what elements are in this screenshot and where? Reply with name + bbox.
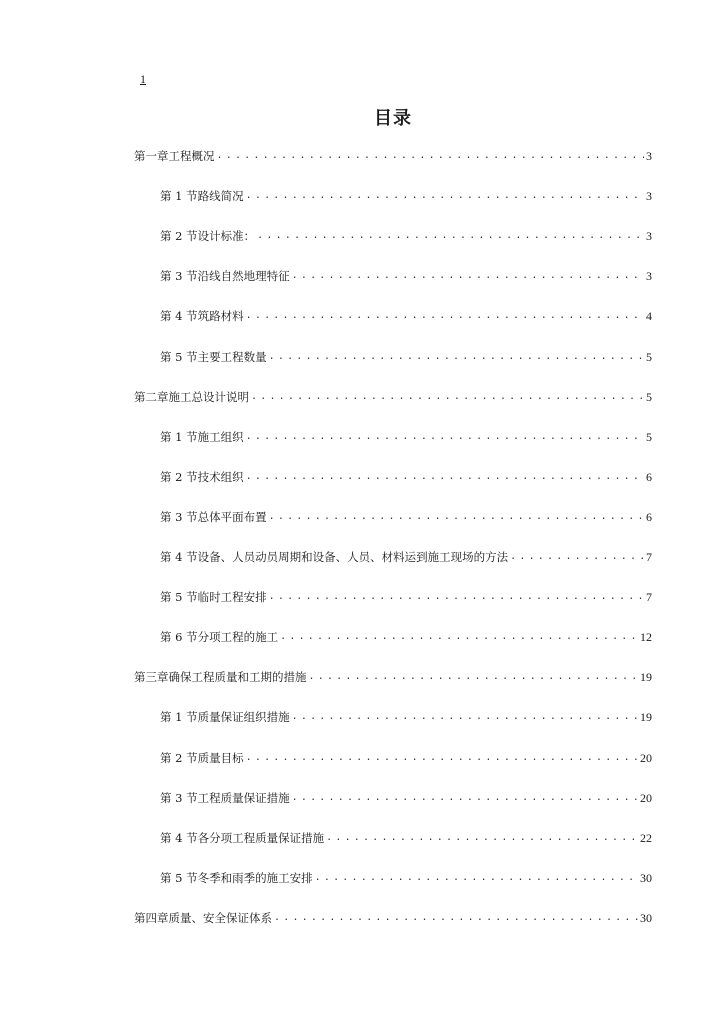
toc-entry-title: 路线简况 [197,189,244,203]
toc-entry-page: 3 [646,269,652,283]
toc-entry-title: 施工总设计说明 [168,390,249,404]
toc-leader-dots [246,469,644,485]
toc-entry-page: 20 [640,791,652,805]
toc-leader-dots [269,349,644,365]
toc-section-entry[interactable] [160,589,652,605]
toc-entry-number: 第二章 [134,390,169,404]
toc-entry-title: 技术组织 [197,470,244,484]
toc-entry-number: 第 4 节 [160,831,198,845]
toc-leader-dots [326,830,638,846]
toc-leader-dots [292,790,638,806]
toc-entry-number: 第 5 节 [160,350,198,364]
toc-entry-title: 主要工程数量 [197,350,267,364]
toc-section-entry[interactable] [160,429,652,445]
toc-entry-page: 5 [646,350,652,364]
toc-leader-dots [246,429,644,445]
toc-entry-title: 工程质量保证措施 [197,791,290,805]
toc-leader-dots [315,870,638,886]
toc-section-entry[interactable] [160,750,652,766]
toc-entry-number: 第 4 节 [160,309,198,323]
toc-entry-page: 20 [640,751,652,765]
toc-leader-dots [269,509,644,525]
toc-entry-page: 19 [640,710,652,724]
toc-chapter-entry[interactable] [134,669,652,685]
toc-entry-number: 第三章 [134,670,169,684]
toc-entry-title: 确保工程质量和工期的措施 [168,670,307,684]
toc-entry-number: 第一章 [134,149,169,163]
toc-section-entry[interactable] [160,188,652,204]
toc-section-entry[interactable] [160,509,652,525]
toc-entry-title: 工程概况 [168,149,215,163]
toc-entry-page: 30 [640,871,652,885]
toc-entry-page: 5 [646,430,652,444]
toc-chapter-entry[interactable] [134,910,652,926]
toc-leader-dots [292,268,644,284]
toc-entry-number: 第 5 节 [160,590,198,604]
toc-section-entry[interactable] [160,469,652,485]
toc-entry-title: 冬季和雨季的施工安排 [197,871,313,885]
toc-entry-title: 分项工程的施工 [197,630,279,644]
toc-leader-dots [269,589,644,605]
toc-section-entry[interactable] [160,629,652,645]
toc-entry-page: 22 [640,831,652,845]
toc-entry-number: 第 1 节 [160,430,198,444]
toc-leader-dots [309,669,639,685]
toc-section-entry[interactable] [160,549,652,565]
toc-section-entry[interactable] [160,228,652,244]
toc-section-entry[interactable] [160,870,652,886]
toc-chapter-entry[interactable] [134,148,652,164]
toc-section-entry[interactable] [160,790,652,806]
toc-entry-number: 第 2 节 [160,470,198,484]
toc-entry-number: 第 6 节 [160,630,198,644]
toc-entry-page: 3 [646,229,652,243]
toc-chapter-entry[interactable] [134,389,652,405]
toc-section-entry[interactable] [160,308,652,324]
toc-entry-title: 沿线自然地理特征 [197,269,290,283]
toc-entry-number: 第 1 节 [160,710,198,724]
toc-section-entry[interactable] [160,709,652,725]
toc-entry-title: 施工组织 [197,430,244,444]
toc-leader-dots [292,709,638,725]
toc-entry-title: 各分项工程质量保证措施 [197,831,325,845]
toc-entry-number: 第 3 节 [160,791,198,805]
toc-entry-page: 7 [646,550,652,564]
toc-leader-dots [274,910,638,926]
toc-entry-title: 设计标准： [197,229,256,243]
toc-leader-dots [246,188,644,204]
toc-leader-dots [257,228,644,244]
toc-entry-page: 12 [640,630,652,644]
toc-leader-dots [510,549,644,565]
toc-entry-page: 4 [646,309,652,323]
toc-entry-page: 6 [646,510,652,524]
toc-entry-title: 质量保证组织措施 [197,710,290,724]
toc-entry-title: 质量、安全保证体系 [168,911,272,925]
toc-entry-number: 第 2 节 [160,751,198,765]
toc-entry-number: 第 4 节 [160,550,198,564]
toc-entry-number: 第 3 节 [160,510,198,524]
toc-section-entry[interactable] [160,830,652,846]
toc-entry-number: 第四章 [134,911,169,925]
toc-entry-number: 第 1 节 [160,189,198,203]
toc-leader-dots [280,629,638,645]
toc-entry-number: 第 2 节 [160,229,198,243]
toc-entry-page: 6 [646,470,652,484]
toc-leader-dots [251,389,644,405]
toc-section-entry[interactable] [160,349,652,365]
toc-entry-page: 7 [646,590,652,604]
toc-entry-page: 3 [646,189,652,203]
toc-entry-number: 第 3 节 [160,269,198,283]
toc-leader-dots [246,308,644,324]
toc-entry-title: 设备、人员动员周期和设备、人员、材料运到施工现场的方法 [197,550,509,564]
toc-entry-number: 第 5 节 [160,871,198,885]
toc-leader-dots [217,148,645,164]
toc-entry-page: 30 [640,911,652,925]
page-number: 1 [140,72,146,86]
toc-entry-page: 19 [640,670,652,684]
toc-section-entry[interactable] [160,268,652,284]
toc-entry-title: 质量目标 [197,751,244,765]
toc-title: 目录 [374,108,412,129]
toc-entry-title: 筑路材料 [197,309,244,323]
toc-entry-title: 临时工程安排 [197,590,267,604]
toc-entry-page: 5 [646,390,652,404]
toc-entry-title: 总体平面布置 [197,510,267,524]
toc-leader-dots [246,750,638,766]
toc-entry-page: 3 [646,149,652,163]
